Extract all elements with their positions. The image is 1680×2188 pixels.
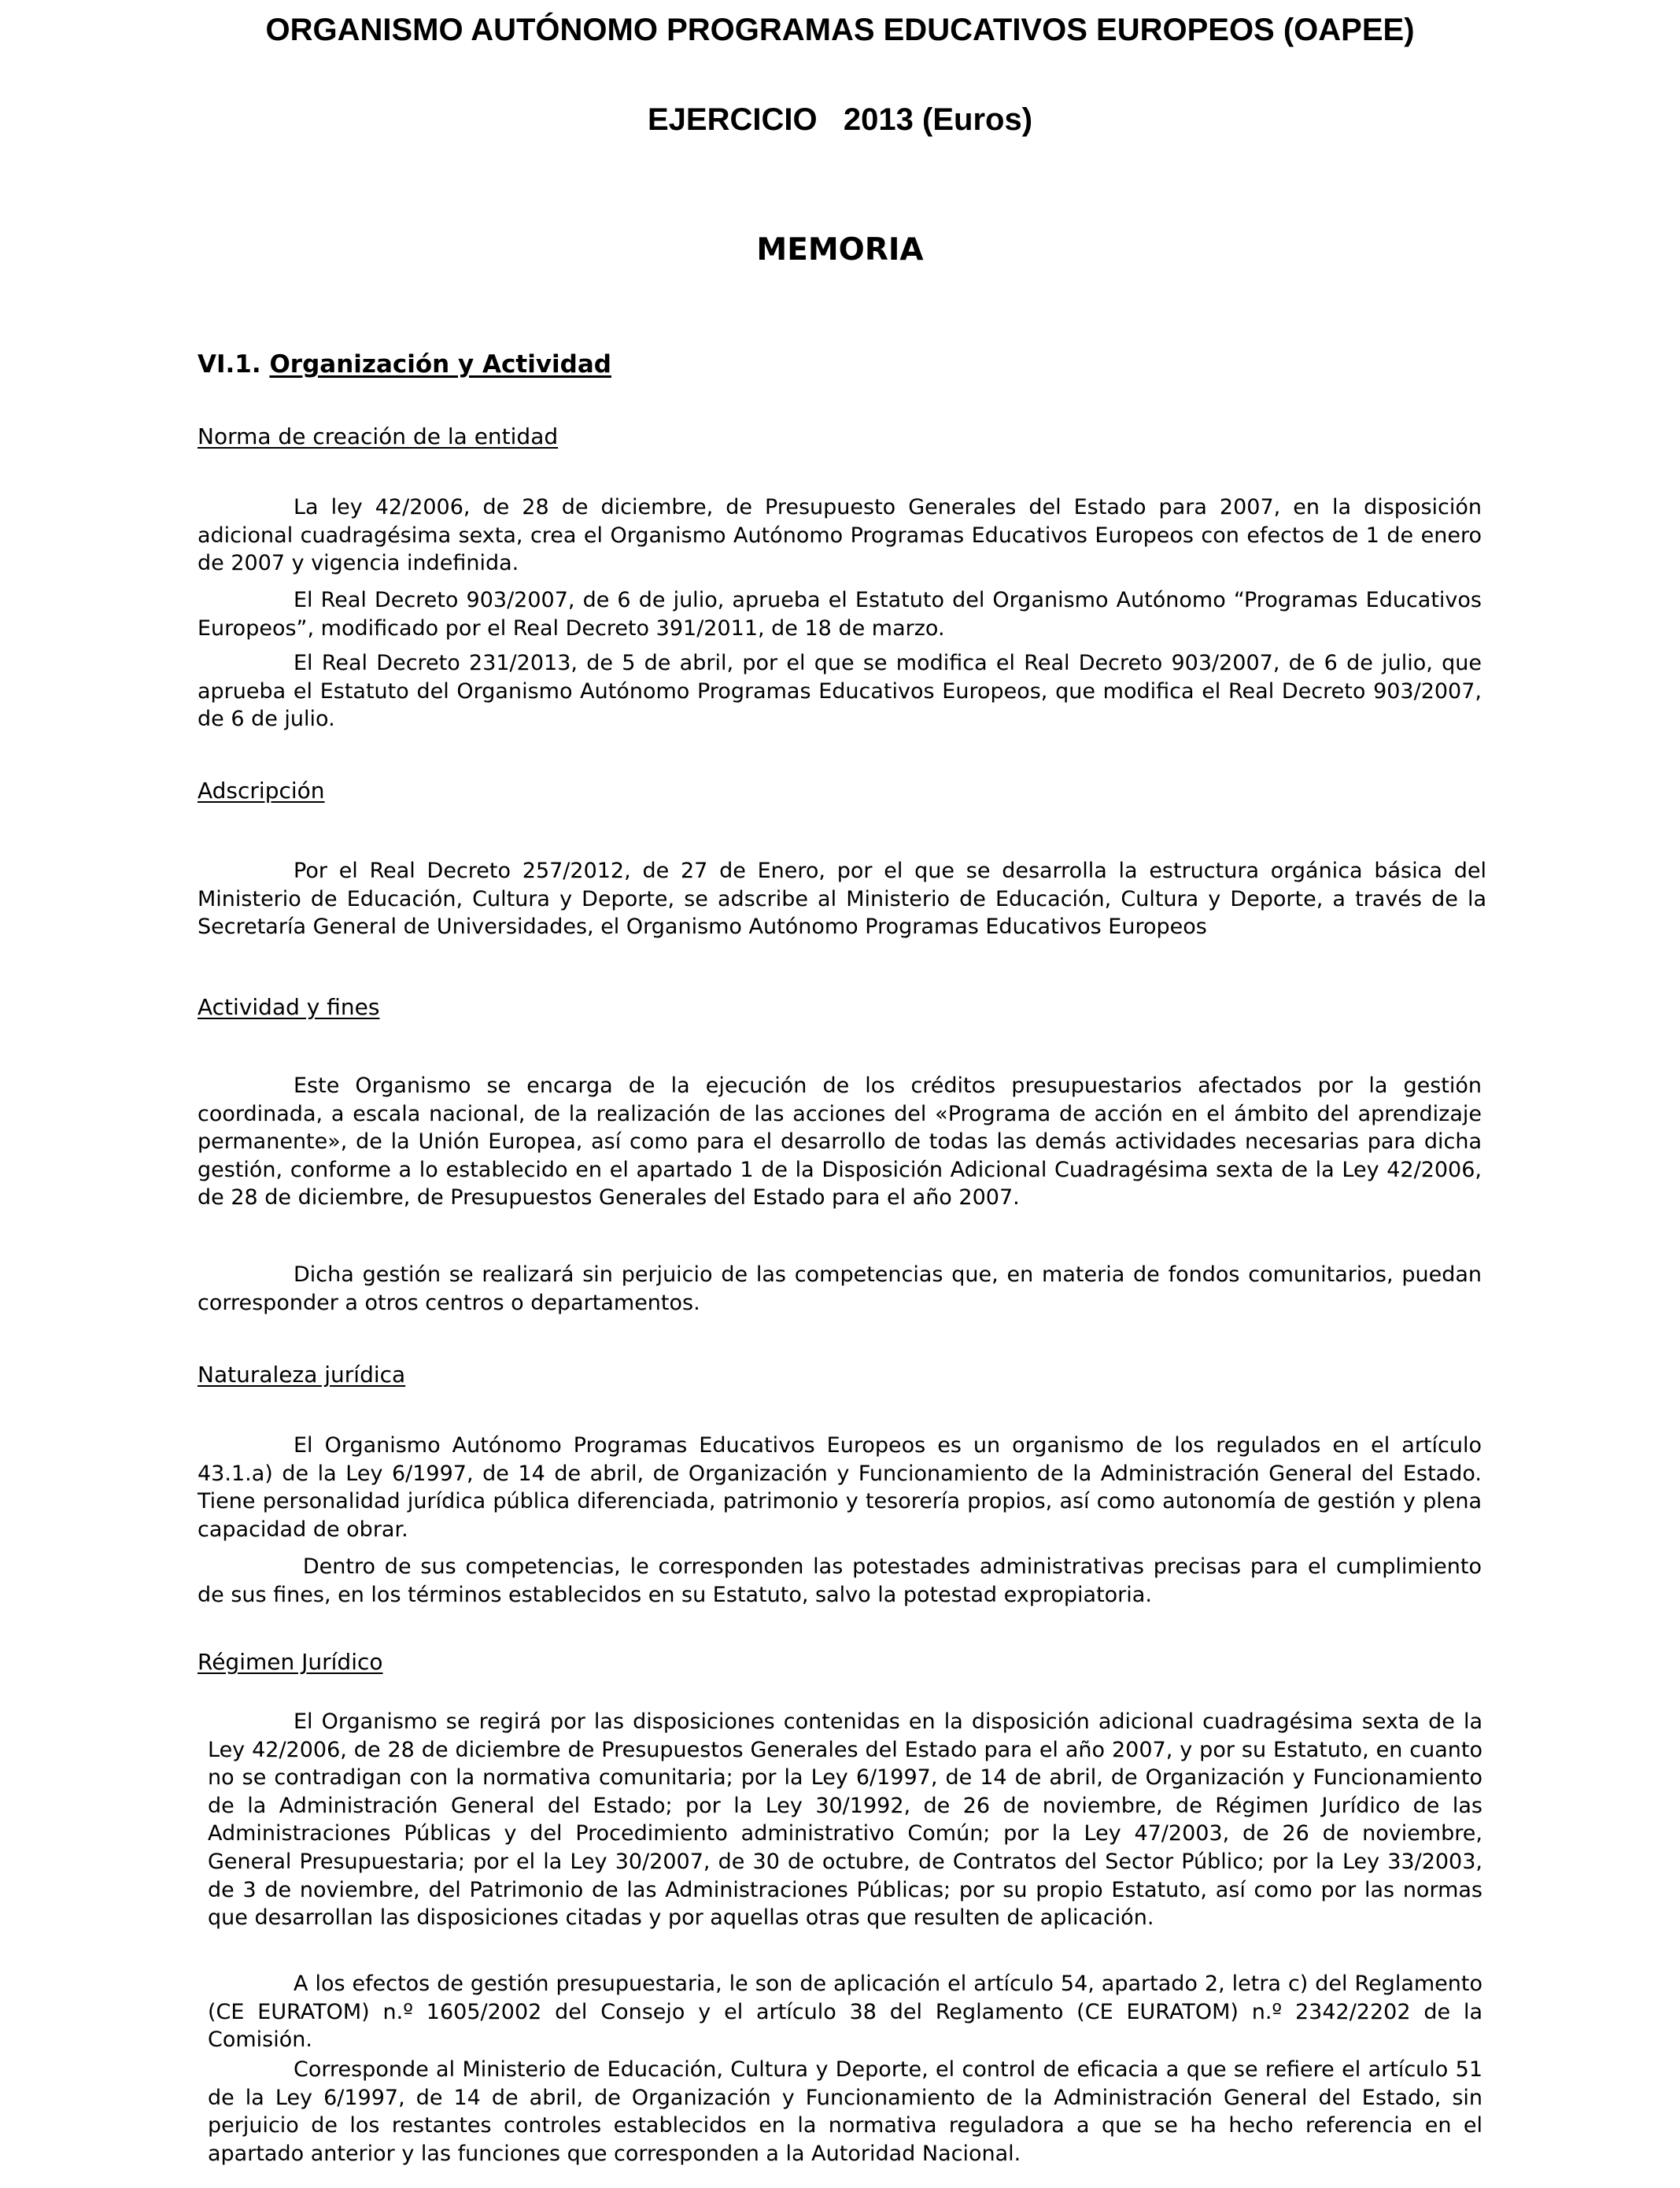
paragraph-norma-1: La ley 42/2006, de 28 de diciembre, de Presupuesto Generales del Estado para 2007, en la disposición adicional cuadragésima sexta, crea el Organismo Autónomo Programas Educativos Europeos con efectos de 1 de enero de 2007 y vigencia indefinida. [198, 495, 1482, 576]
paragraph-actividad-2: Dicha gestión se realizará sin perjuicio de las competencias que, en materia de fondos comunitarios, puedan corresponder a otros centros o departamentos. [198, 1262, 1482, 1315]
section-heading [198, 349, 611, 380]
document-title: MEMORIA [756, 232, 924, 268]
heading-actividad-fines: Actividad y fines [198, 994, 380, 1020]
paragraph-naturaleza-2: Dentro de sus competencias, le corresponden las potestades administrativas precisas para el cumplimiento de sus fines, en los términos establecidos en su Estatuto, salvo la potestad expropiatoria. [198, 1554, 1489, 1607]
paragraph-regimen-3: Corresponde al Ministerio de Educación, Cultura y Deporte, el control de eficacia a que se refiere el artículo 51 de la Ley 6/1997, de 14 de abril, de Organización y Funcionamiento de la Administración General del Estado, sin perjuicio de los restantes controles establecidos en la normativa reguladora a que se ha hecho referencia en el apartado anterior y las funciones que corresponden a la Autoridad Nacional. [208, 2057, 1482, 2166]
heading-regimen-juridico: Régimen Jurídico [198, 1649, 383, 1675]
paragraph-naturaleza-1: El Organismo Autónomo Programas Educativos Europeos es un organismo de los regulados en el artículo 43.1.a) de la Ley 6/1997, de 14 de abril, de Organización y Funcionamiento de la Administración General del Estado. Tiene personalidad jurídica pública diferenciada, patrimonio y tesorería propios, así como autonomía de gestión y plena capacidad de obrar. [198, 1433, 1482, 1542]
heading-norma-creacion: Norma de creación de la entidad [198, 423, 559, 449]
exercise-title: EJERCICIO 2013 (Euros) [647, 102, 1033, 137]
paragraph-adscripcion-1: Por el Real Decreto 257/2012, de 27 de Enero, por el que se desarrolla la estructura orgánica básica del Ministerio de Educación, Cultura y Deporte, se adscribe al Ministerio de Educación, Cultura y Deporte, a través de la Secretaría General de Universidades, el Organismo Autónomo Programas Educativos Europeos [198, 859, 1486, 940]
heading-adscripcion: Adscripción [198, 778, 325, 804]
paragraph-regimen-2: A los efectos de gestión presupuestaria, le son de aplicación el artículo 54, apartado 2, letra c) del Reglamento (CE EURATOM) n.º 1605/2002 del Consejo y el artículo 38 del Reglamento (CE EURATOM) n.º 2342/2202 de la Comisión. [208, 1972, 1482, 2053]
paragraph-norma-2: El Real Decreto 903/2007, de 6 de julio, aprueba el Estatuto del Organismo Autónomo “Programas Educativos Europeos”, modificado por el Real Decreto 391/2011, de 18 de marzo. [198, 588, 1482, 641]
paragraph-norma-3: El Real Decreto 231/2013, de 5 de abril, por el que se modifica el Real Decreto 903/2007, de 6 de julio, que aprueba el Estatuto del Organismo Autónomo Programas Educativos Europeos, que modifica el Real Decreto 903/2007, de 6 de julio. [198, 651, 1482, 732]
paragraph-regimen-1: El Organismo se regirá por las disposiciones contenidas en la disposición adicional cuadragésima sexta de la Ley 42/2006, de 28 de diciembre de Presupuestos Generales del Estado para el año 2007, y por su Estatuto, en cuanto no se contradigan con la normativa comunitaria; por la Ley 6/1997, de 14 de abril, de Organización y Funcionamiento de la Administración General del Estado; por la Ley 30/1992, de 26 de noviembre, de Régimen Jurídico de las Administraciones Públicas y del Procedimiento administrativo Común; por la Ley 47/2003, de 26 de noviembre, General Presupuestaria; por el la Ley 30/2007, de 30 de octubre, de Contratos del Sector Público; por la Ley 33/2003, de 3 de noviembre, del Patrimonio de las Administraciones Públicas; por su propio Estatuto, así como por las normas que desarrollan las disposiciones citadas y por aquellas otras que resulten de aplicación. [208, 1709, 1482, 1931]
section-title: Organización y Actividad [269, 350, 611, 379]
paragraph-actividad-1: Este Organismo se encarga de la ejecución de los créditos presupuestarios afectados por la gestión coordinada, a escala nacional, de la realización de las acciones del «Programa de acción en el ámbito del aprendizaje permanente», de la Unión Europea, así como para el desarrollo de todas las demás actividades necesarias para dicha gestión, conforme a lo establecido en el apartado 1 de la Disposición Adicional Cuadragésima sexta de la Ley 42/2006, de 28 de diciembre, de Presupuestos Generales del Estado para el año 2007. [198, 1074, 1482, 1210]
section-number: VI.1. [198, 350, 261, 379]
organism-title: ORGANISMO AUTÓNOMO PROGRAMAS EDUCATIVOS EUROPEOS (OAPEE) [265, 13, 1415, 47]
heading-naturaleza-juridica: Naturaleza jurídica [198, 1362, 406, 1388]
